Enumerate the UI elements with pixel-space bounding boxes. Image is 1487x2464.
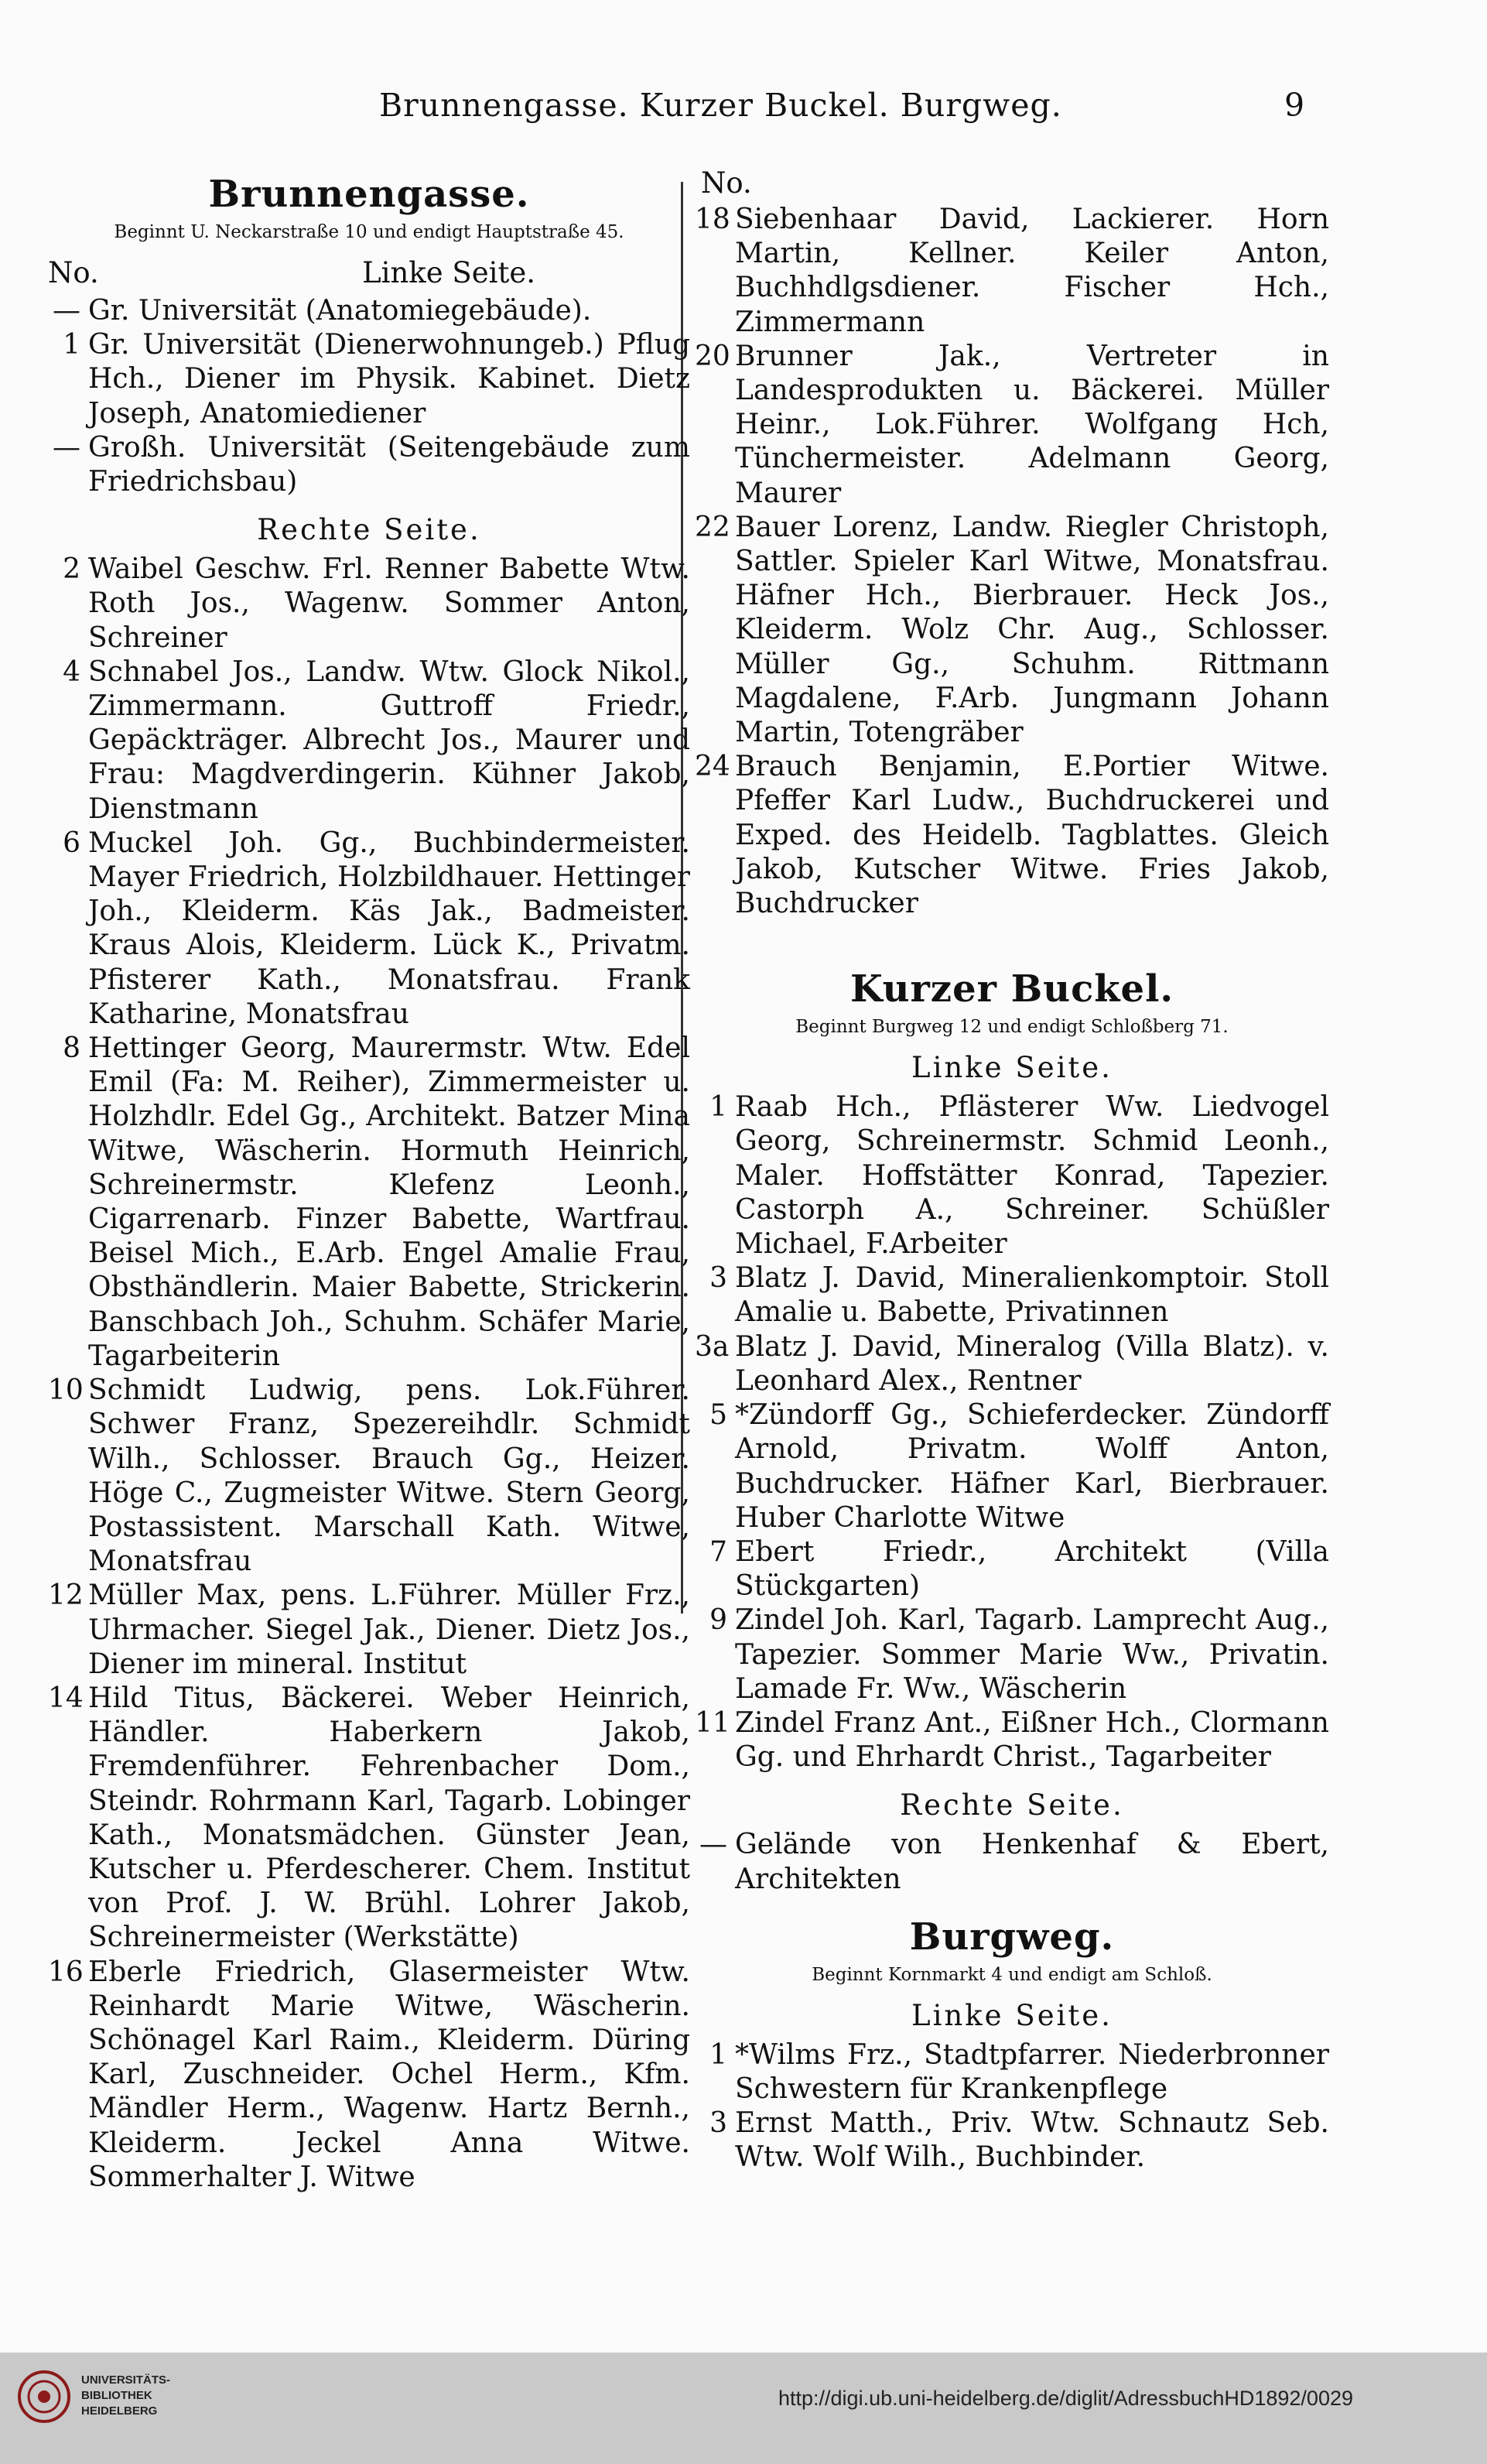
address-entry — [695, 203, 1329, 340]
address-entry — [695, 1090, 1329, 1261]
address-entry — [48, 1374, 690, 1579]
library-name-line: UNIVERSITÄTS- — [81, 2373, 171, 2387]
house-number: 1 — [63, 329, 80, 361]
residents-text: Hild Titus, Bäckerei. Weber Heinrich, Händler. Haberkern Jakob, Fremdenführer. Fehrenbacher Dom., Steindr. Rohrmann Karl, Tagarb. Lobinger Kath., Monatsmädchen. Günster Jean, Kutscher u. Pferdescherer. Chem. Institut von Prof. J. W. Brühl. Lohrer Jakob, Schreinermeister (Werkstätte) — [88, 1682, 690, 1954]
residents-text: Zindel Franz Ant., Eißner Hch., Clormann Gg. und Ehrhardt Christ., Tagarbeiter — [735, 1706, 1329, 1774]
residents-text: Müller Max, pens. L.Führer. Müller Frz., Uhrmacher. Siegel Jak., Diener. Dietz Jos., Diener im mineral. Institut — [88, 1579, 690, 1680]
house-number: 3 — [709, 1262, 727, 1295]
source-url-link[interactable]: http://digi.ub.uni-heidelberg.de/diglit/AdressbuchHD1892/0029 — [778, 2387, 1354, 2410]
house-number: — — [53, 431, 80, 464]
house-number: 4 — [63, 655, 80, 688]
library-logo-icon — [17, 2370, 71, 2424]
address-entry — [695, 1828, 1329, 1896]
house-number: 18 — [695, 204, 730, 235]
residents-text: Gr. Universität (Dienerwohnungeb.) Pflug Hch., Diener im Physik. Kabinet. Dietz Joseph, Anatomiediener — [88, 329, 690, 429]
left-column — [48, 166, 690, 2195]
address-entry — [695, 511, 1329, 750]
house-number: 24 — [695, 751, 730, 783]
house-number: 3 — [709, 2107, 727, 2140]
address-entry — [48, 1682, 690, 1956]
residents-text: Brauch Benjamin, E.Portier Witwe. Pfeffer Karl Ludw., Buchdruckerei und Exped. des Heidelb. Tagblattes. Gleich Jakob, Kutscher Witwe. Fries Jakob, Buchdrucker — [735, 751, 1329, 920]
residents-text: Schnabel Jos., Landw. Wtw. Glock Nikol., Zimmermann. Guttroff Friedr., Gepäckträger. Albrecht Jos., Maurer und Frau: Magdverdingerin. Kühner Jakob, Dienstmann — [88, 655, 690, 825]
house-number: — — [699, 1829, 727, 1861]
residents-text: Bauer Lorenz, Landw. Riegler Christoph, Sattler. Spieler Karl Witwe, Monatsfrau. Häfner Hch., Bierbrauer. Heck Jos., Kleiderm. Wolz Chr. Aug., Schlosser. Müller Gg., Schuhm. Rittmann Magdalene, F.Arb. Jungmann Johann Martin, Totengräber — [735, 511, 1329, 749]
address-entry — [695, 750, 1329, 921]
address-entry — [695, 1261, 1329, 1330]
street-title-burgweg: Burgweg. — [909, 1915, 1115, 1959]
right-column — [695, 166, 1329, 2175]
house-number: 9 — [709, 1604, 727, 1637]
street-subtitle: Beginnt Burgweg 12 und endigt Schloßberg 71. — [795, 1017, 1229, 1038]
residents-text: Schmidt Ludwig, pens. Lok.Führer. Schwer Franz, Spezereihdlr. Schmidt Wilh., Schlosser. Brauch Gg., Heizer. Höge C., Zugmeister Witwe. Stern Georg, Postassistent. Marschall Kath. Witwe, Monatsfrau — [88, 1374, 690, 1578]
house-number: 11 — [695, 1706, 730, 1739]
residents-text: Großh. Universität (Seitengebäude zum Friedrichsbau) — [88, 431, 690, 498]
entry-list — [48, 553, 690, 2195]
residents-text: *Wilms Frz., Stadtpfarrer. Niederbronner Schwestern für Krankenpflege — [735, 2038, 1329, 2105]
house-number: 7 — [709, 1535, 727, 1568]
house-number: 1 — [709, 2038, 727, 2071]
address-entry — [695, 1398, 1329, 1535]
residents-text: Muckel Joh. Gg., Buchbindermeister. Mayer Friedrich, Holzbildhauer. Hettinger Joh., Kleiderm. Käs Jak., Badmeister. Kraus Alois, Kleiderm. Lück K., Privatm. Pfisterer Kath., Monatsfrau. Frank Katharine, Monatsfrau — [88, 826, 690, 1030]
address-entry — [48, 826, 690, 1032]
column-no-label: No. — [48, 256, 99, 289]
house-number: 8 — [63, 1032, 80, 1065]
house-number: 6 — [63, 826, 80, 859]
street-subtitle: Beginnt U. Neckarstraße 10 und endigt Hauptstraße 45. — [114, 222, 624, 242]
address-entry — [695, 2106, 1329, 2175]
house-number: 20 — [695, 340, 730, 372]
side-heading: Linke Seite. — [911, 1998, 1113, 2032]
house-number: 12 — [48, 1579, 84, 1612]
entry-list — [695, 2038, 1329, 2175]
address-entry — [48, 328, 690, 431]
street-title-kurzer-buckel: Kurzer Buckel. — [849, 967, 1174, 1011]
residents-text: Siebenhaar David, Lackierer. Horn Martin, Kellner. Keiler Anton, Buchhdlgsdiener. Fischer Hch., Zimmermann — [735, 204, 1329, 338]
address-entry — [48, 1579, 690, 1682]
house-number: 5 — [709, 1399, 727, 1432]
residents-text: *Zündorff Gg., Schieferdecker. Zündorff Arnold, Privatm. Wolff Anton, Buchdrucker. Häfner Karl, Bierbrauer. Huber Charlotte Witwe — [735, 1399, 1329, 1534]
residents-text: Ebert Friedr., Architekt (Villa Stückgarten) — [735, 1535, 1329, 1603]
house-number: 10 — [48, 1374, 84, 1407]
residents-text: Zindel Joh. Karl, Tagarb. Lamprecht Aug., Tapezier. Sommer Marie Ww., Privatin. Lamade Fr. Ww., Wäscherin — [735, 1604, 1329, 1705]
residents-text: Hettinger Georg, Maurermstr. Wtw. Edel Emil (Fa: M. Reiher), Zimmermeister u. Holzhdlr. Edel Gg., Architekt. Batzer Mina Witwe, Wäscherin. Hormuth Heinrich, Schreinermstr. Klefenz Leonh., Cigarrenarb. Finzer Babette, Wartfrau. Beisel Mich., E.Arb. Engel Amalie Frau, Obsthändlerin. Maier Babette, Strickerin. Banschbach Joh., Schuhm. Schäfer Marie, Tagarbeiterin — [88, 1032, 690, 1372]
entry-list — [695, 1090, 1329, 1774]
residents-text: Waibel Geschw. Frl. Renner Babette Wtw. Roth Jos., Wagenw. Sommer Anton, Schreiner — [88, 553, 690, 654]
entry-list — [695, 1828, 1329, 1896]
address-entry — [48, 553, 690, 655]
house-number: 1 — [709, 1091, 727, 1124]
residents-text: Blatz J. David, Mineralog (Villa Blatz). v. Leonhard Alex., Rentner — [735, 1330, 1329, 1397]
library-name — [81, 2373, 170, 2419]
residents-text: Ernst Matth., Priv. Wtw. Schnautz Seb. Wtw. Wolf Wilh., Buchbinder. — [735, 2107, 1329, 2174]
residents-text: Brunner Jak., Vertreter in Landesprodukten u. Bäckerei. Müller Heinr., Lok.Führer. Wolfgang Hch, Tünchermeister. Adelmann Georg, Maurer — [735, 340, 1329, 509]
address-entry — [695, 1603, 1329, 1706]
library-name-line: HEIDELBERG — [81, 2404, 158, 2418]
entry-list — [48, 294, 690, 499]
address-entry — [695, 1706, 1329, 1774]
page-number: 9 — [1284, 87, 1305, 124]
address-entry — [695, 2038, 1329, 2106]
house-number: — — [53, 295, 80, 327]
street-title-brunnengasse: Brunnengasse. — [208, 173, 530, 216]
residents-text: Eberle Friedrich, Glasermeister Wtw. Reinhardt Marie Witwe, Wäscherin. Schönagel Karl Raim., Kleiderm. Düring Karl, Zuschneider. Ochel Herm., Kfm. Mändler Herm., Wagenw. Hartz Bernh., Kleiderm. Jeckel Anna Witwe. Sommerhalter J. Witwe — [88, 1956, 690, 2193]
column-no-label: No. — [701, 166, 752, 200]
side-heading: Rechte Seite. — [900, 1788, 1124, 1822]
address-entry — [48, 431, 690, 499]
side-heading: Linke Seite. — [911, 1051, 1113, 1085]
address-entry — [48, 1032, 690, 1374]
address-entry — [48, 294, 690, 328]
library-name-line: BIBLIOTHEK — [81, 2389, 152, 2402]
house-number: 22 — [695, 511, 730, 543]
house-number: 14 — [48, 1682, 84, 1714]
address-entry — [695, 1535, 1329, 1603]
address-entry — [695, 340, 1329, 511]
entry-list — [695, 203, 1329, 921]
side-heading: Rechte Seite. — [257, 513, 481, 547]
street-subtitle: Beginnt Kornmarkt 4 und endigt am Schloß. — [812, 1964, 1212, 1985]
side-heading: Linke Seite. — [362, 256, 535, 289]
residents-text: Raab Hch., Pflästerer Ww. Liedvogel Georg, Schreinermstr. Schmid Leonh., Maler. Hoffstätter Konrad, Tapezier. Castorph A., Schreiner. Schüßler Michael, F.Arbeiter — [735, 1091, 1329, 1261]
address-entry — [48, 1956, 690, 2195]
column-header — [48, 256, 690, 289]
residents-text: Gelände von Henkenhaf & Ebert, Architekten — [735, 1829, 1329, 1895]
house-number: 3a — [695, 1330, 730, 1363]
house-number: 2 — [63, 553, 80, 586]
running-head: Brunnengasse. Kurzer Buckel. Burgweg. — [379, 87, 1062, 124]
address-entry — [48, 655, 690, 826]
house-number: 16 — [48, 1956, 84, 1988]
address-entry — [695, 1330, 1329, 1398]
residents-text: Gr. Universität (Anatomiegebäude). — [88, 295, 592, 327]
residents-text: Blatz J. David, Mineralienkomptoir. Stoll Amalie u. Babette, Privatinnen — [735, 1262, 1329, 1329]
